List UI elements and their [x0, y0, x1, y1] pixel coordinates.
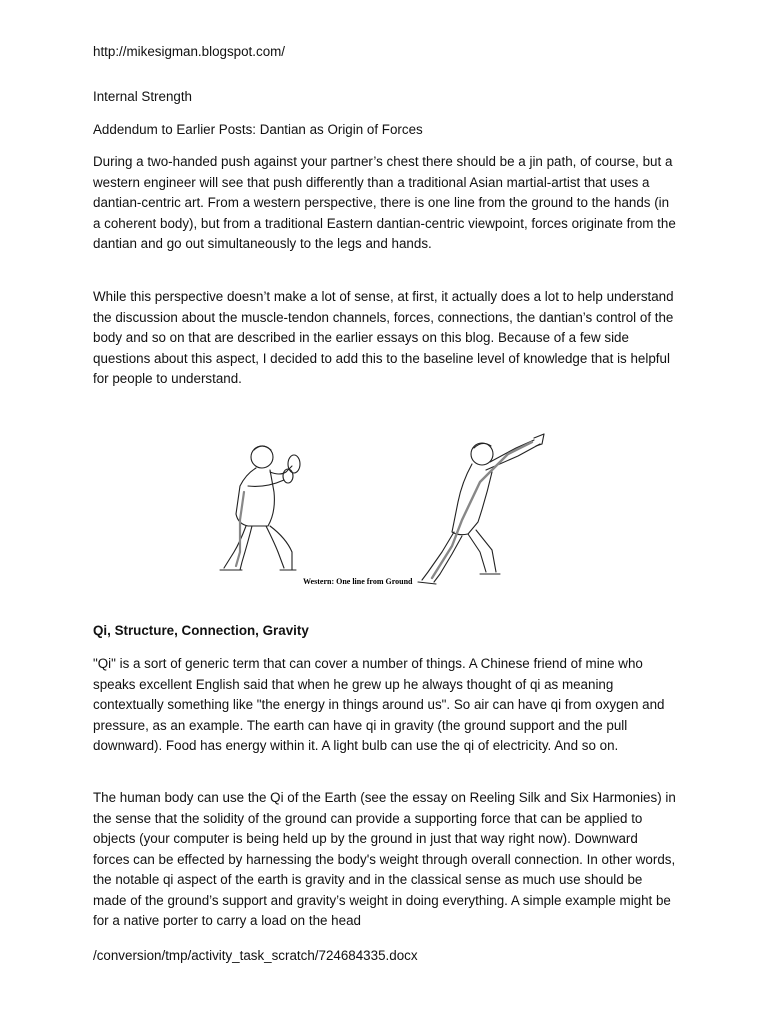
section-paragraph-2: The human body can use the Qi of the Earth (see the essay on Reeling Silk and Six Harmonies) in the sense that the solidity of the ground can provide a supporting force that can be applied to objects (your computer is being held up by the ground in just that way right now). Downward forces can be effected by harnessing the body's weight through overall connection. In other words, the notable qi aspect of the earth is gravity and in the classical sense as much use should be made of the ground’s support and gravity’s weight in doing everything. A simple example might be for a native porter to carry a load on the head: [93, 790, 676, 928]
footer-path: /conversion/tmp/activity_task_scratch/724684335.docx: [93, 948, 418, 963]
section-paragraph-1: "Qi" is a sort of generic term that can cover a number of things. A Chinese friend of mine who speaks excellent English said that when he grew up he always thought of qi as meaning contextually something like "the energy in things around us". So air can have qi from oxygen and pressure, as an example. The earth can have qi in gravity (the ground support and the pull downward). Food has energy within it. A light bulb can use the qi of electricity. And so on.: [93, 656, 665, 753]
doc-title: Internal Strength: [93, 89, 193, 104]
header-url: http://mikesigman.blogspot.com/: [93, 44, 286, 59]
figure-illustration: [196, 402, 574, 608]
left-figure-drawing: [220, 446, 300, 570]
paragraph-2: While this perspective doesn’t make a lot of sense, at first, it actually does a lot to help understand the discussion about the muscle-tendon channels, forces, connections, the dantian’s control of the body and so on that are described in the earlier essays on this blog. Because of a few side questions about this aspect, I decided to add this to the baseline level of knowledge that is helpful for people to understand.: [93, 289, 674, 386]
section-heading: Qi, Structure, Connection, Gravity: [93, 623, 309, 638]
paragraph-1: During a two-handed push against your partner’s chest there should be a jin path, of course, but a western engineer will see that push differently than a traditional Asian martial-artist that uses a dantian-centric art. From a western perspective, there is one line from the ground to the hands (in a coherent body), but from a traditional Eastern dantian-centric viewpoint, forces originate from the dantian and go out simultaneously to the legs and hands.: [93, 154, 676, 251]
right-figure-drawing: [418, 434, 544, 584]
figure-caption: Western: One line from Ground: [303, 577, 413, 586]
figure-martial-artists: [196, 402, 574, 608]
doc-subtitle: Addendum to Earlier Posts: Dantian as Origin of Forces: [93, 122, 423, 137]
